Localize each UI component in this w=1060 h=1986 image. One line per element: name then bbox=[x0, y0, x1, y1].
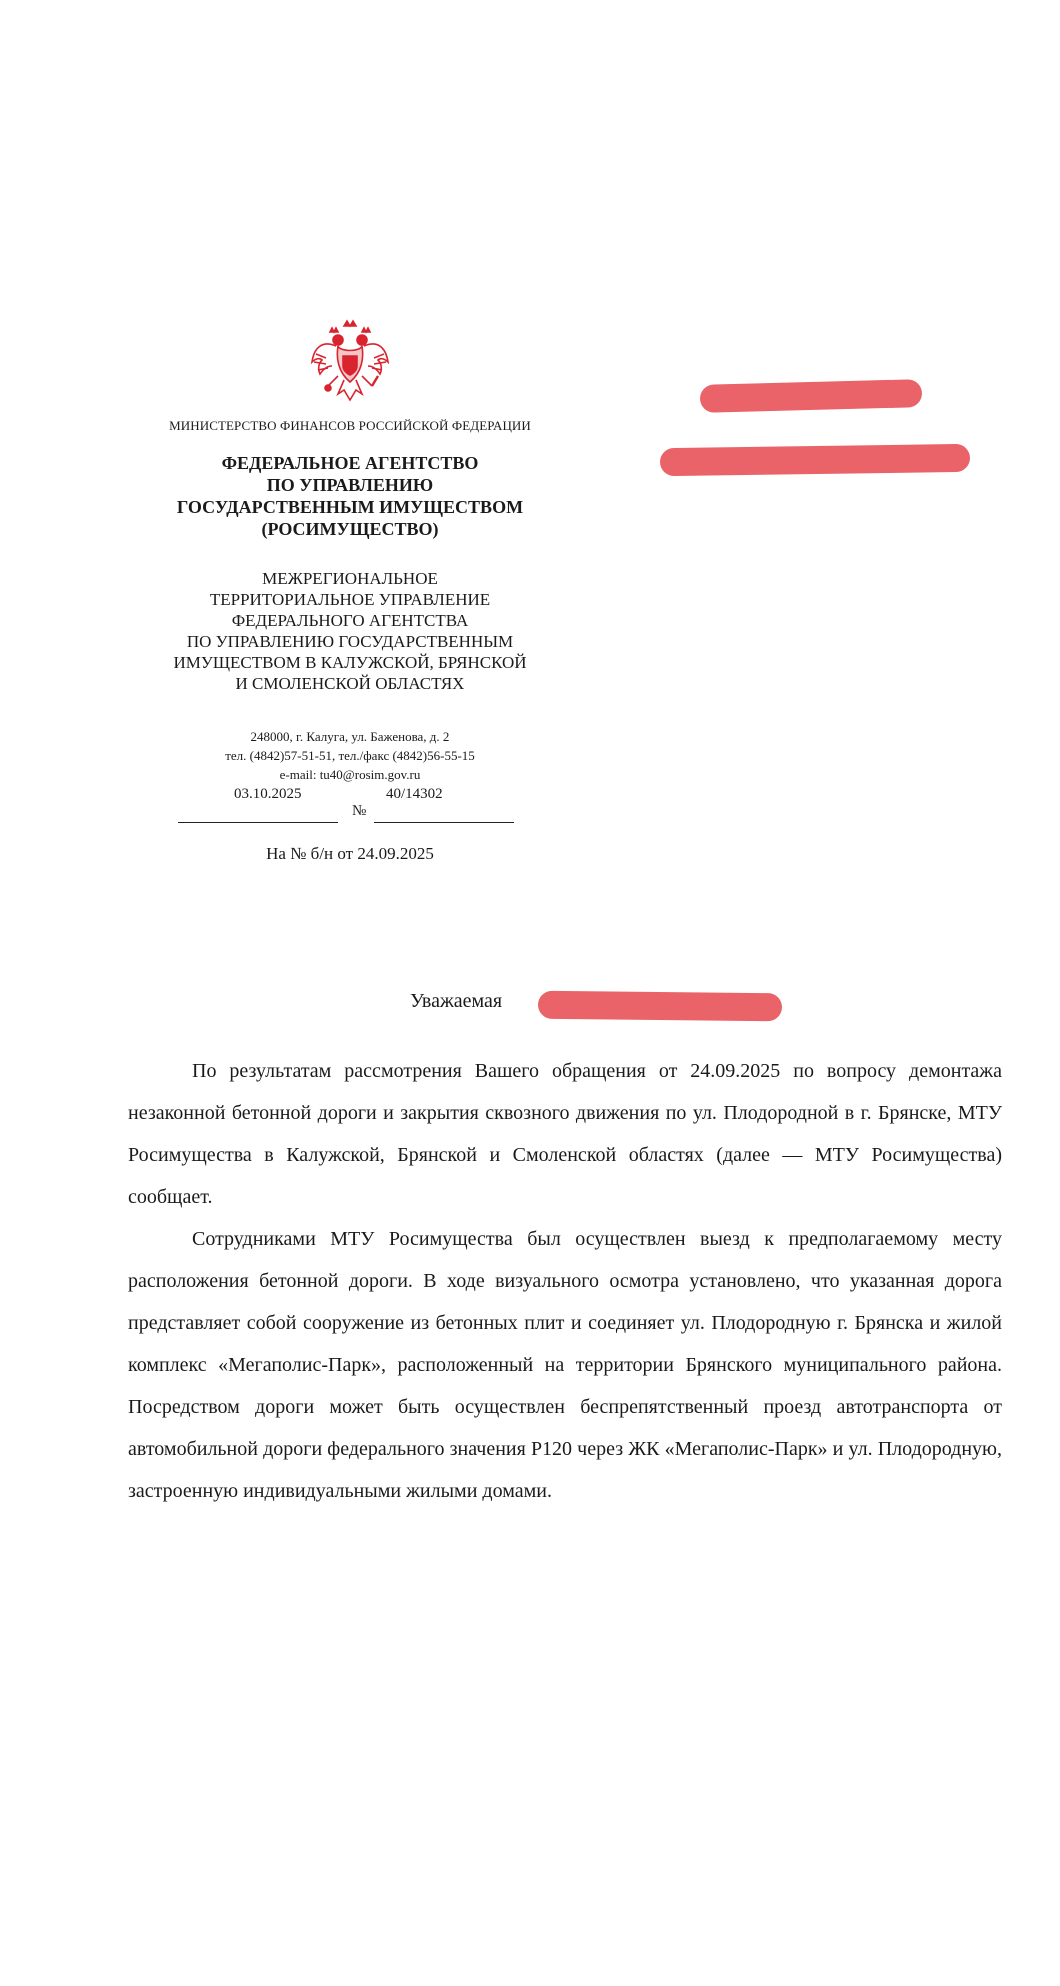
registration-number: 40/14302 bbox=[386, 786, 443, 802]
redaction-mark bbox=[660, 444, 970, 476]
agency-line: (РОСИМУЩЕСТВО) bbox=[261, 519, 439, 539]
regional-office-name bbox=[120, 568, 580, 694]
greeting: Уважаемая bbox=[410, 990, 503, 1012]
date-underline bbox=[178, 822, 338, 823]
agency-line: ГОСУДАРСТВЕННЫМ ИМУЩЕСТВОМ bbox=[176, 497, 524, 517]
ministry-name: МИНИСТЕРСТВО ФИНАНСОВ РОССИЙСКОЙ ФЕДЕРАЦИИ bbox=[169, 418, 531, 433]
coat-of-arms-icon bbox=[308, 318, 392, 410]
mtu-line: ПО УПРАВЛЕНИЮ ГОСУДАРСТВЕННЫМ bbox=[186, 632, 514, 651]
mtu-line: И СМОЛЕНСКОЙ ОБЛАСТЯХ bbox=[235, 674, 465, 693]
redaction-mark bbox=[538, 991, 782, 1022]
registration-line bbox=[178, 786, 518, 826]
email: e-mail: tu40@rosim.gov.ru bbox=[279, 767, 421, 782]
reference-line: На № б/н от 24.09.2025 bbox=[266, 844, 434, 863]
letter-body bbox=[128, 1050, 1002, 1512]
mtu-line: ТЕРРИТОРИАЛЬНОЕ УПРАВЛЕНИЕ bbox=[209, 590, 491, 609]
mtu-line: МЕЖРЕГИОНАЛЬНОЕ bbox=[262, 569, 438, 588]
agency-name bbox=[130, 452, 570, 540]
agency-line: ПО УПРАВЛЕНИЮ bbox=[266, 475, 434, 495]
paragraph: По результатам рассмотрения Вашего обращения от 24.09.2025 по вопросу демонтажа незаконной бетонной дороги и закрытия сквозного движения по ул. Плодородной в г. Брянске, МТУ Росимущества в Калужской, Брянской и Смоленской областях (далее — МТУ Росимущества) сообщает. bbox=[128, 1060, 1002, 1208]
agency-line: ФЕДЕРАЛЬНОЕ АГЕНТСТВО bbox=[221, 453, 479, 473]
number-sign: № bbox=[352, 803, 367, 819]
mtu-line: ФЕДЕРАЛЬНОГО АГЕНТСТВА bbox=[231, 611, 469, 630]
phone: тел. (4842)57-51-51, тел./факс (4842)56-55-15 bbox=[225, 748, 475, 763]
redaction-mark bbox=[700, 379, 923, 413]
number-underline bbox=[374, 822, 514, 823]
contact-block bbox=[130, 727, 570, 784]
registration-date: 03.10.2025 bbox=[234, 786, 302, 802]
mtu-line: ИМУЩЕСТВОМ В КАЛУЖСКОЙ, БРЯНСКОЙ bbox=[173, 653, 527, 672]
paragraph: Сотрудниками МТУ Росимущества был осуществлен выезд к предполагаемому месту расположения бетонной дороги. В ходе визуального осмотра установлено, что указанная дорога представляет собой сооружение из бетонных плит и соединяет ул. Плодородную г. Брянска и жилой комплекс «Мегаполис-Парк», расположенный на территории Брянского муниципального района. Посредством дороги может быть осуществлен беспрепятственный проезд автотранспорта от автомобильной дороги федерального значения Р120 через ЖК «Мегаполис-Парк» и ул. Плодородную, застроенную индивидуальными жилыми домами. bbox=[128, 1228, 1002, 1502]
address: 248000, г. Калуга, ул. Баженова, д. 2 bbox=[250, 729, 450, 744]
